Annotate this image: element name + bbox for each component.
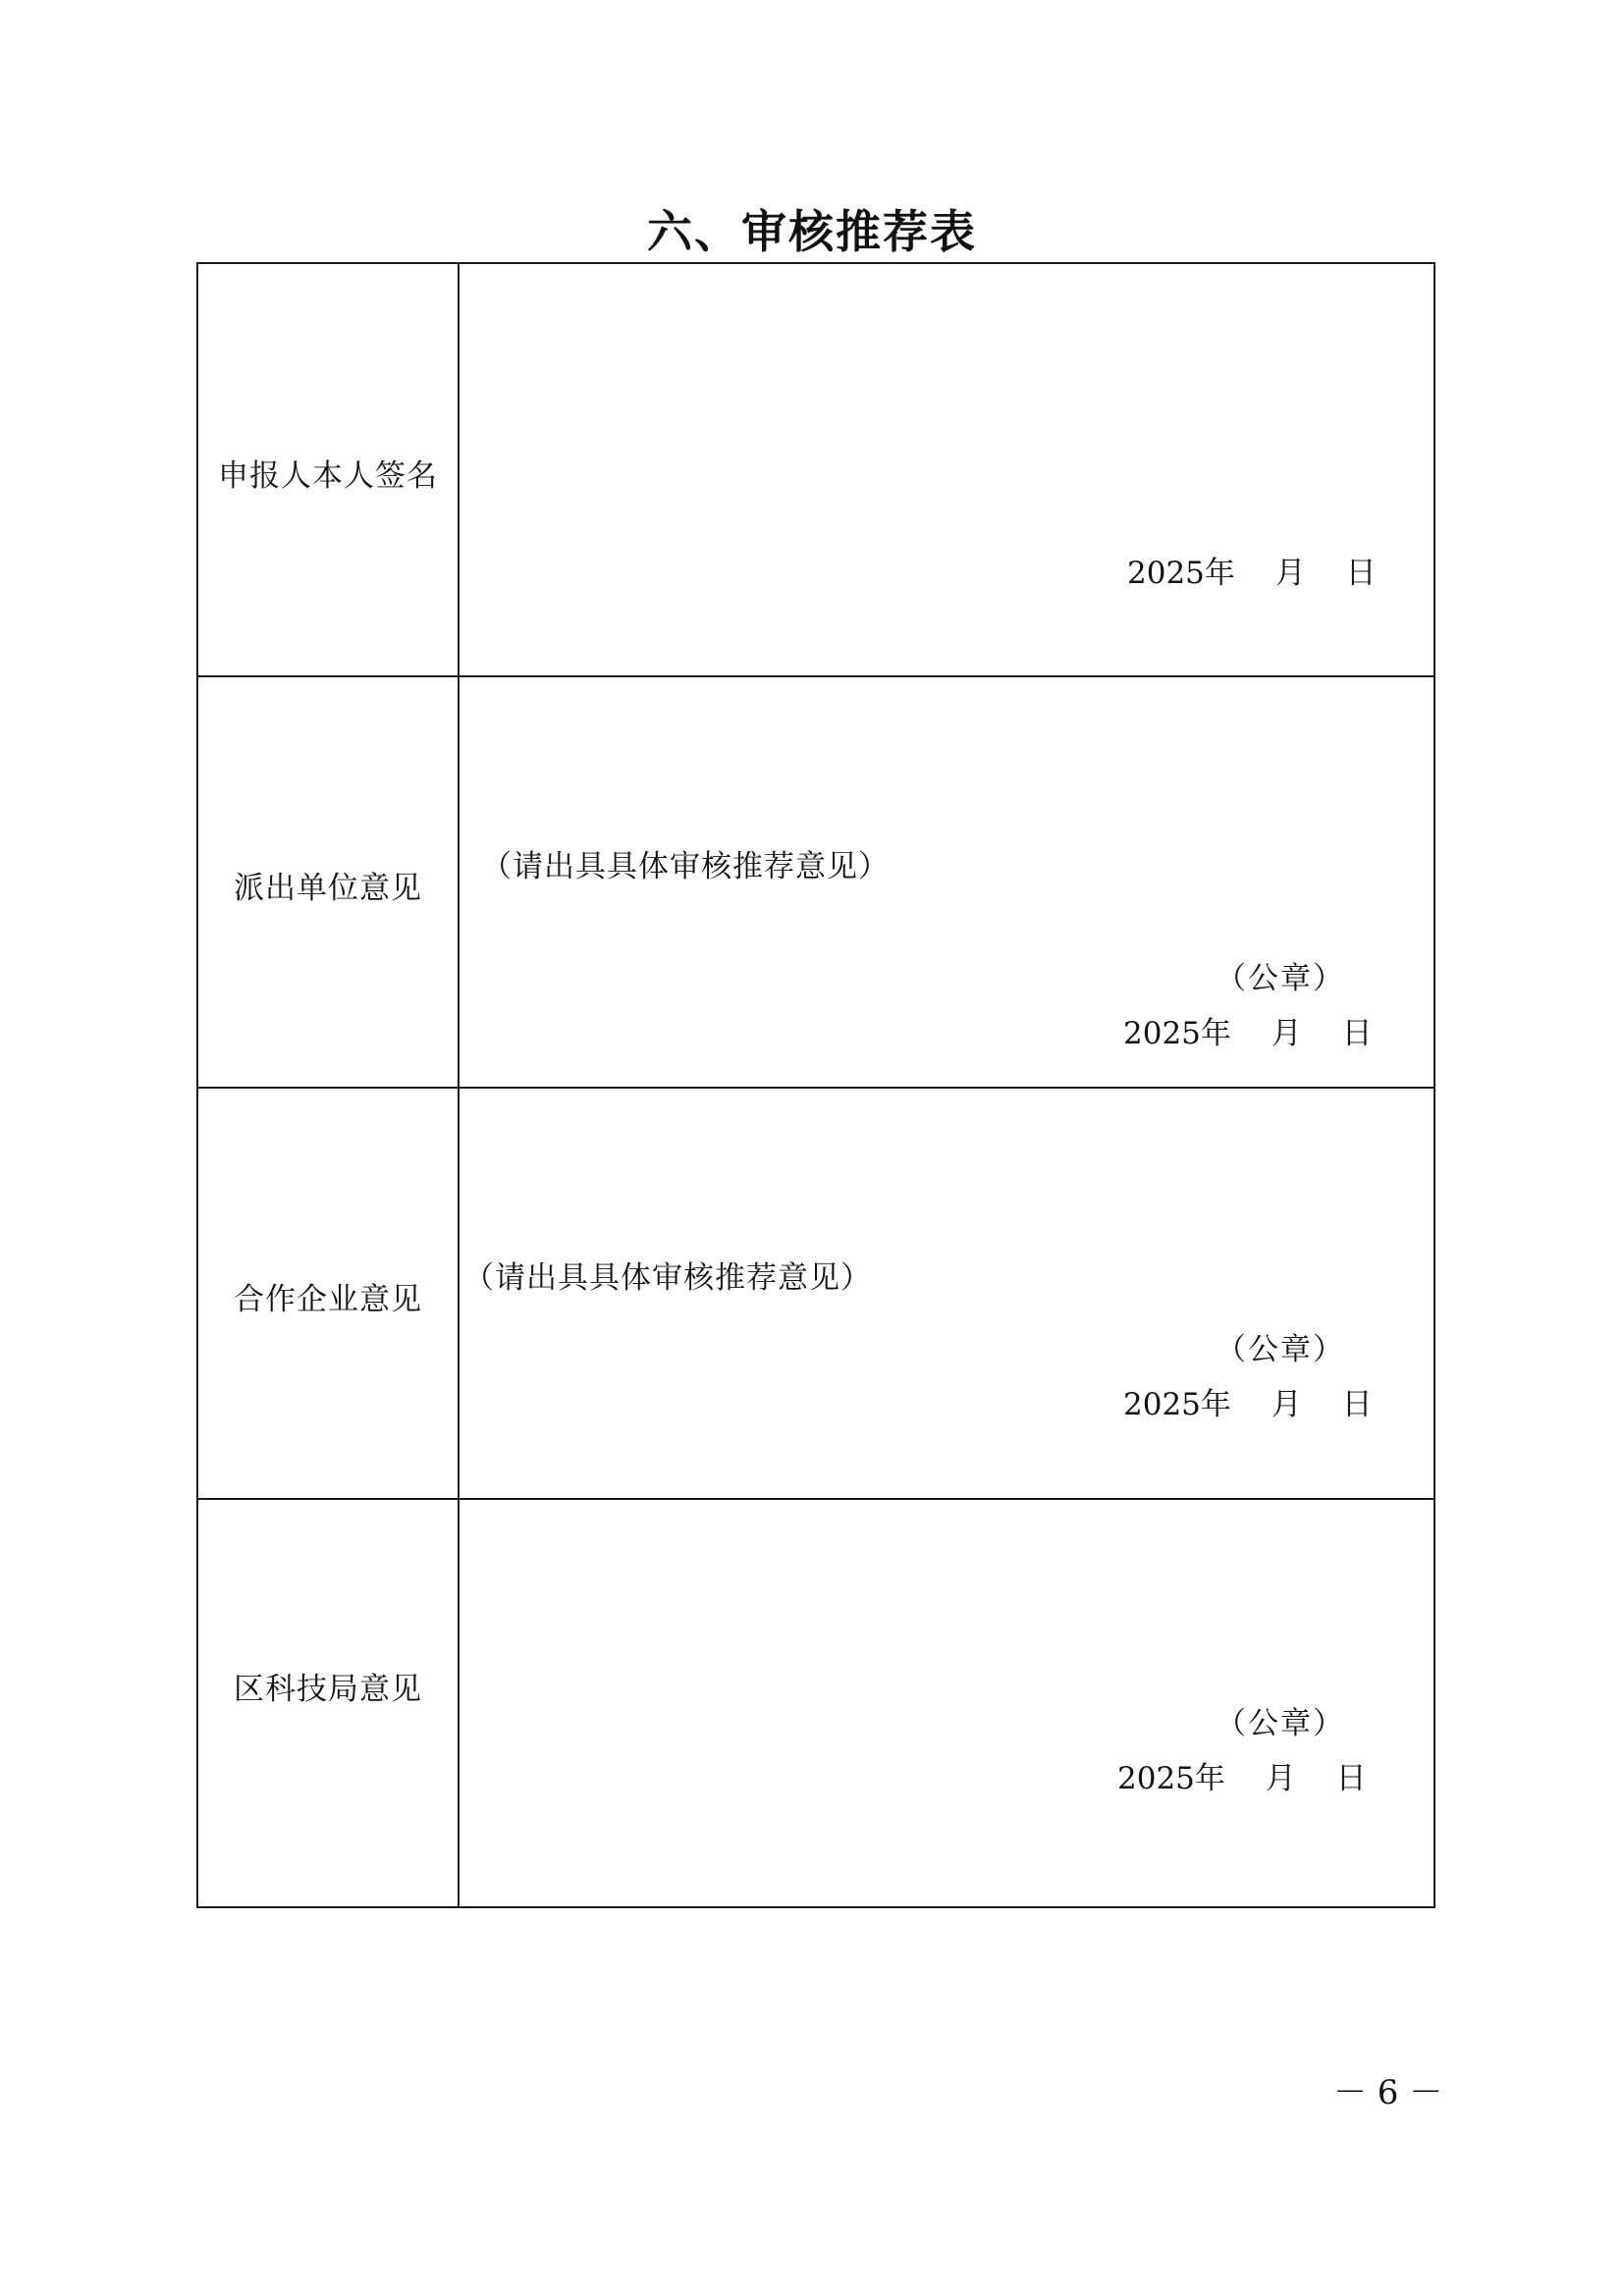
- label-cell: [198, 264, 460, 675]
- row-label-district-bureau-opinion: 区科技局意见: [234, 1672, 422, 1707]
- date-line: 2025年 月 日: [1123, 1016, 1373, 1051]
- page-title: 六、审核推荐表: [647, 205, 977, 258]
- review-recommendation-table: [196, 262, 1435, 1908]
- page-number: － 6 －: [1333, 2073, 1443, 2112]
- opinion-hint: （请出具具体审核推荐意见）: [481, 849, 890, 884]
- label-cell: [198, 677, 460, 1087]
- label-cell: [198, 1089, 460, 1498]
- table-row-partner-enterprise-opinion: [198, 1087, 1434, 1498]
- date-line: 2025年 月 日: [1117, 1761, 1367, 1796]
- table-row-dispatch-unit-opinion: [198, 675, 1434, 1087]
- row-label-dispatch-unit-opinion: 派出单位意见: [234, 871, 422, 906]
- district-bureau-opinion-field[interactable]: [460, 1500, 1434, 1906]
- row-label-partner-enterprise-opinion: 合作企业意见: [234, 1282, 422, 1317]
- row-label-applicant-signature: 申报人本人签名: [218, 458, 438, 494]
- signature-field[interactable]: [460, 264, 1434, 675]
- official-seal-label: （公章）: [1216, 1332, 1345, 1367]
- dispatch-unit-opinion-field[interactable]: [460, 677, 1434, 1087]
- label-cell: [198, 1500, 460, 1906]
- table-row-applicant-signature: [198, 264, 1434, 675]
- opinion-hint: （请出具具体审核推荐意见）: [463, 1260, 872, 1296]
- official-seal-label: （公章）: [1216, 1706, 1345, 1741]
- official-seal-label: （公章）: [1216, 961, 1345, 996]
- table-row-district-bureau-opinion: [198, 1498, 1434, 1906]
- partner-enterprise-opinion-field[interactable]: [460, 1089, 1434, 1498]
- date-line: 2025年 月 日: [1127, 556, 1377, 591]
- date-line: 2025年 月 日: [1123, 1387, 1373, 1422]
